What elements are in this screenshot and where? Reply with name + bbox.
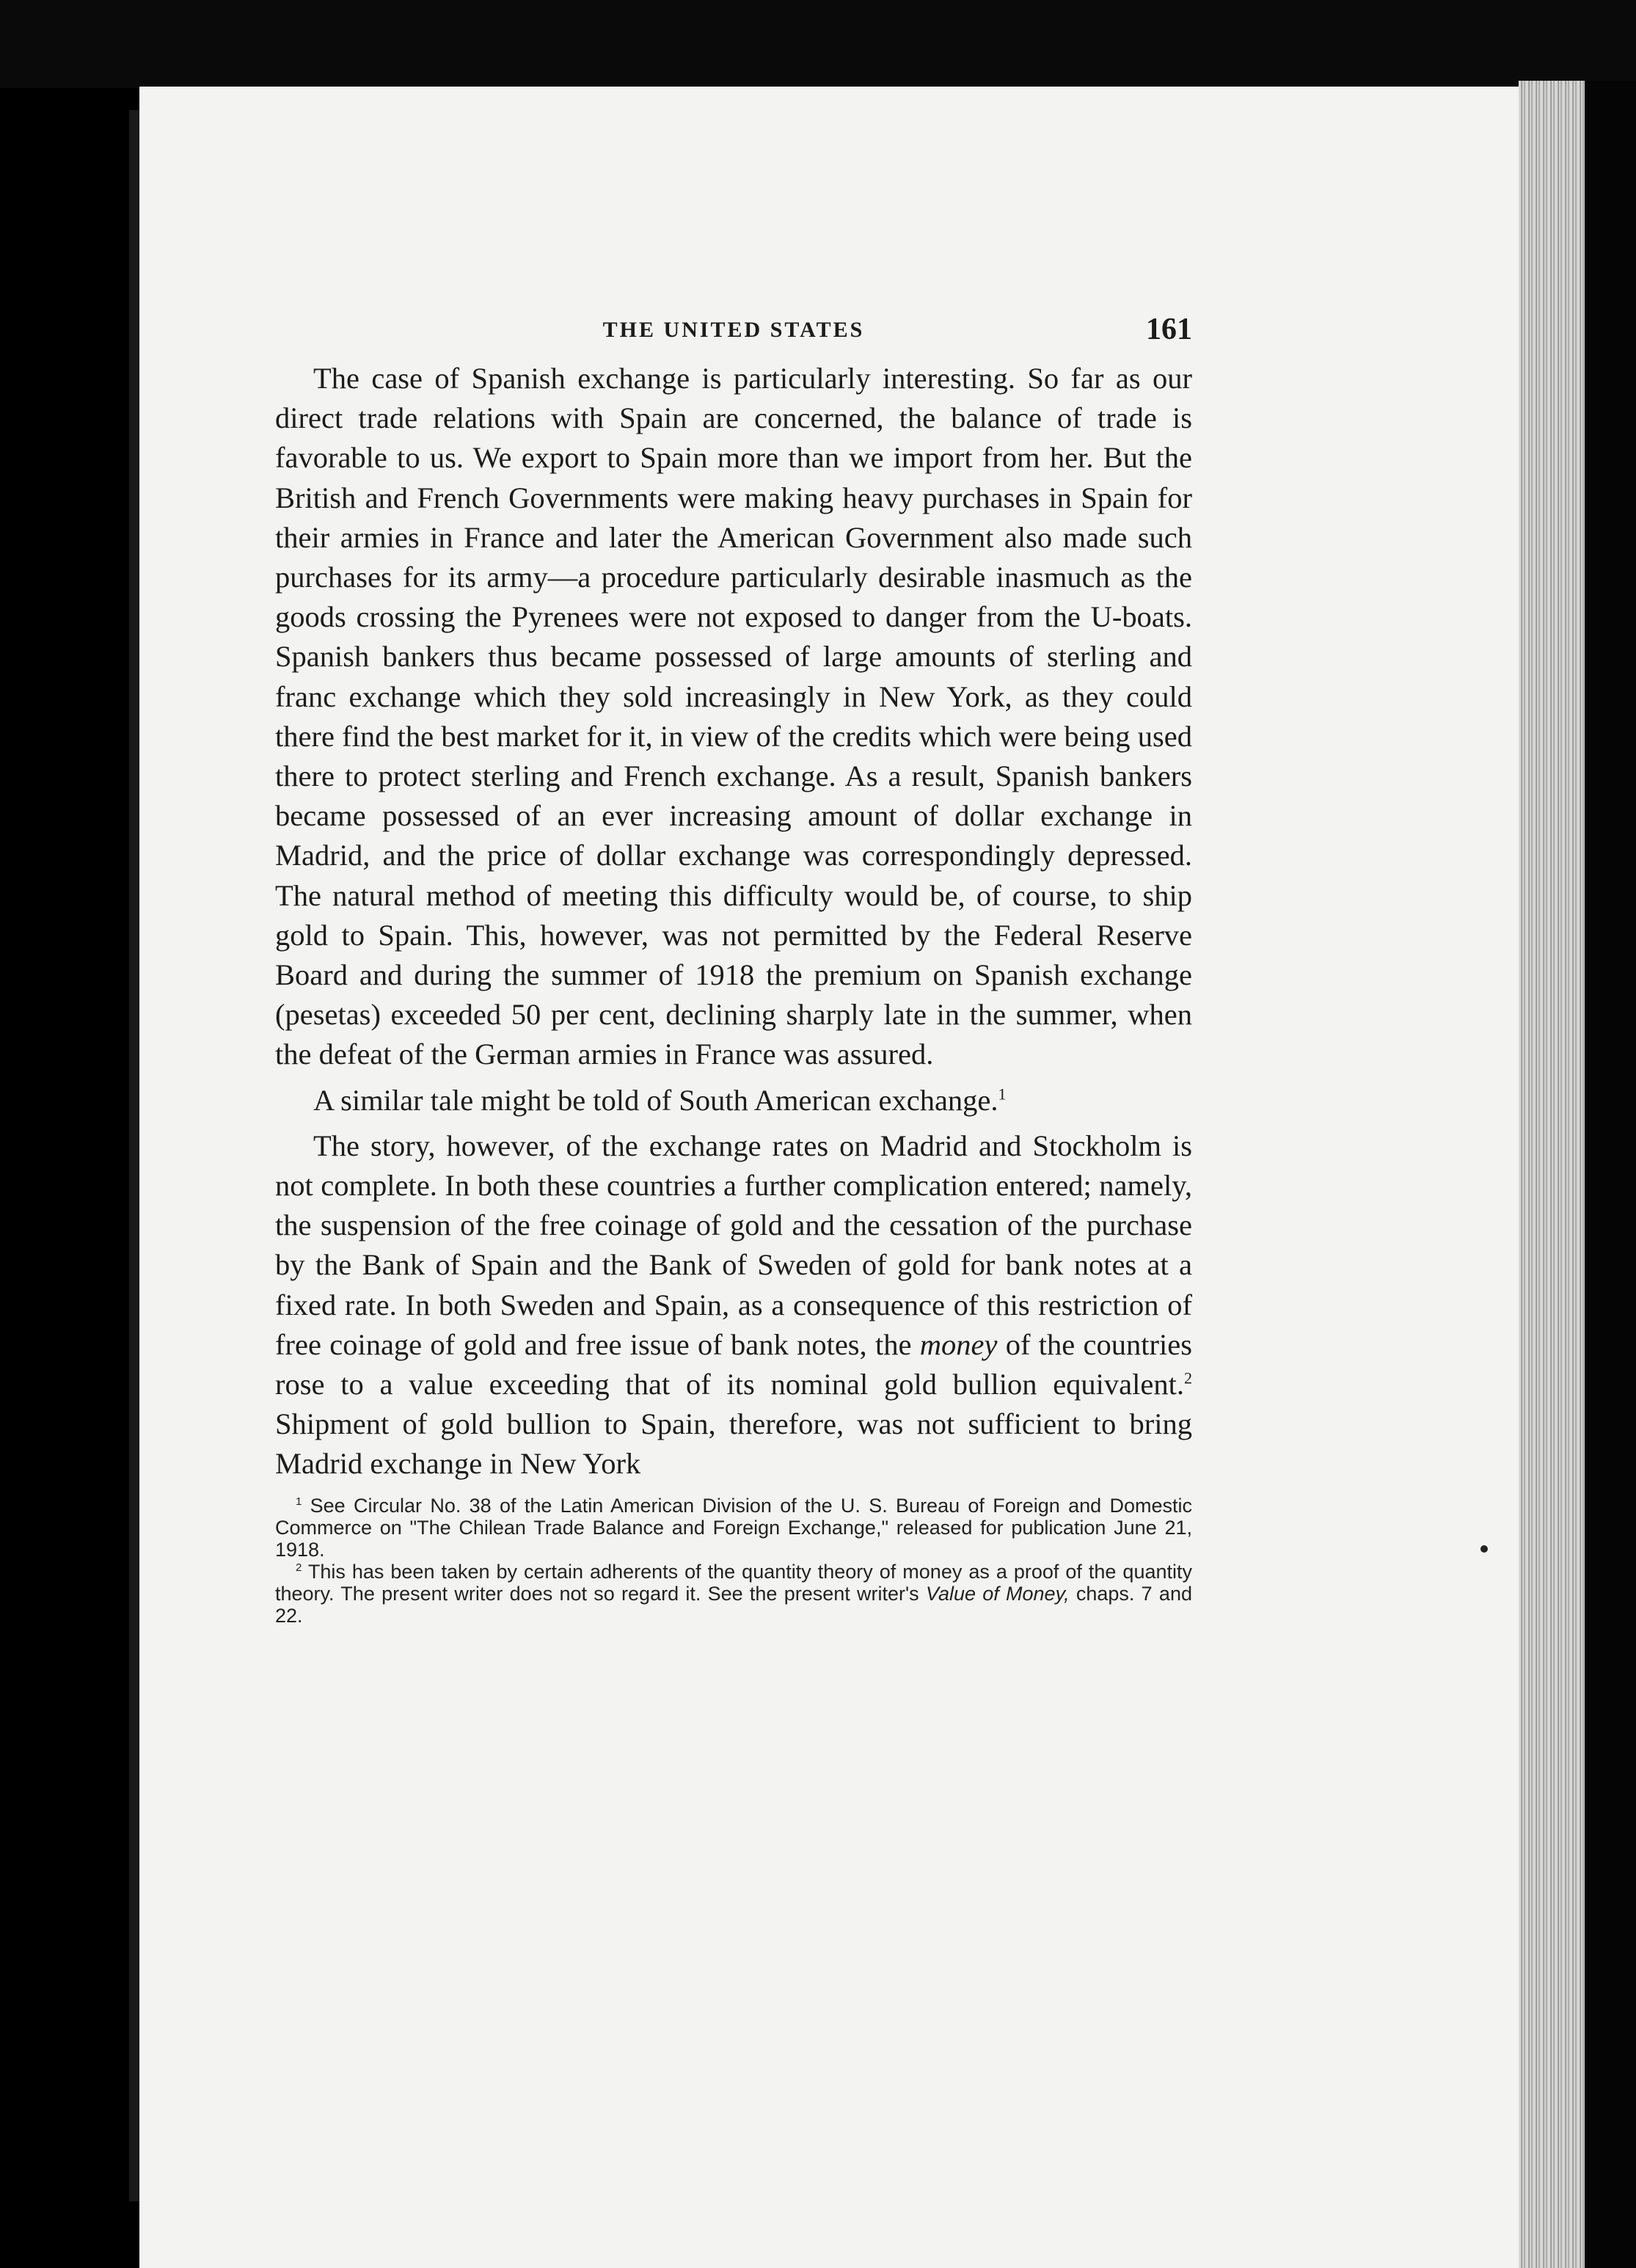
paragraph-madrid-stockholm-start: The story, however, of the exchange rates on Madrid and Stockholm is not complete. In both these countries a further complication entered; namely, the suspension of the free coinage of gold and the cessation of the purchase by the Bank of Spain and the Bank of Sweden of gold for bank notes at a fixed rate. In both Sweden and Spain, as a consequence of this restriction of free coinage of gold and free issue of bank notes, the bbox=[275, 1128, 1192, 1361]
footnotes bbox=[275, 1495, 1192, 1627]
footnote-1-text: See Circular No. 38 of the Latin American Division of the U. S. Bureau of Foreign and Domestic Commerce on "The Chilean Trade Balance and Foreign Exchange," released for publication June 21, 1918. bbox=[275, 1494, 1192, 1561]
emphasis-money: money bbox=[919, 1327, 998, 1361]
running-head bbox=[275, 312, 1192, 353]
paragraph-south-american bbox=[275, 1081, 1192, 1120]
footnote-2-mark: 2 bbox=[296, 1561, 302, 1574]
footnote-2-end: chaps. 7 and 22. bbox=[275, 1582, 1192, 1627]
page-number: 161 bbox=[1146, 313, 1192, 346]
page-stack-edge bbox=[1519, 81, 1585, 2268]
paragraph-madrid-stockholm-end: Shipment of gold bullion to Spain, therefore, was not sufficient to bring Madrid exchange in New York bbox=[275, 1407, 1192, 1481]
footnote-reference-1: 1 bbox=[998, 1084, 1007, 1104]
paragraph-madrid-stockholm bbox=[275, 1126, 1192, 1484]
paragraph-spanish-exchange: The case of Spanish exchange is particularly interesting. So far as our direct trade relations with Spain are concerned, the balance of trade is favorable to us. We export to Spain more than we import from her. But the British and French Governments were making heavy purchases in Spain for their armies in France and later the American Government also made such purchases for its army—a procedure particularly desirable inasmuch as the goods crossing the Pyrenees were not exposed to danger from the U-boats. Spanish bankers thus became possessed of large amounts of sterling and franc exchange which they sold increasingly in New York, as they could there find the best market for it, in view of the credits which were being used there to protect sterling and French exchange. As a result, Spanish bankers became possessed of an ever increasing amount of dollar exchange in Madrid, and the price of dollar exchange was correspondingly depressed. The natural method of meeting this difficulty would be, of course, to ship gold to Spain. This, however, was not permitted by the Federal Reserve Board and during the summer of 1918 the premium on Spanish exchange (pesetas) exceeded 50 per cent, declining sharply late in the summer, when the defeat of the German armies in France was assured. bbox=[275, 362, 1192, 1071]
book-spine-shadow bbox=[129, 110, 139, 2201]
footnote-2-book-title: Value of Money, bbox=[925, 1582, 1070, 1605]
running-title: THE UNITED STATES bbox=[602, 318, 865, 342]
paragraph-madrid-stockholm-mid: of the countries rose to a value exceeding that of its nominal gold bullion equivalent. bbox=[275, 1327, 1192, 1401]
scan-right-border bbox=[1585, 81, 1636, 2268]
scan-speck bbox=[1480, 1545, 1488, 1553]
footnote-2-text: This has been taken by certain adherents of the quantity theory of money as a proof of the quantity theory. The present writer does not so regard it. See the present writer's bbox=[275, 1560, 1193, 1605]
footnote-1 bbox=[275, 1495, 1192, 1561]
footnote-1-mark: 1 bbox=[296, 1495, 302, 1508]
scan-top-border bbox=[0, 0, 1636, 88]
footnote-2 bbox=[275, 1561, 1192, 1627]
page-text bbox=[275, 312, 1192, 1627]
footnote-reference-2: 2 bbox=[1184, 1368, 1192, 1388]
paragraph-south-american-text: A similar tale might be told of South American exchange. bbox=[313, 1083, 998, 1117]
